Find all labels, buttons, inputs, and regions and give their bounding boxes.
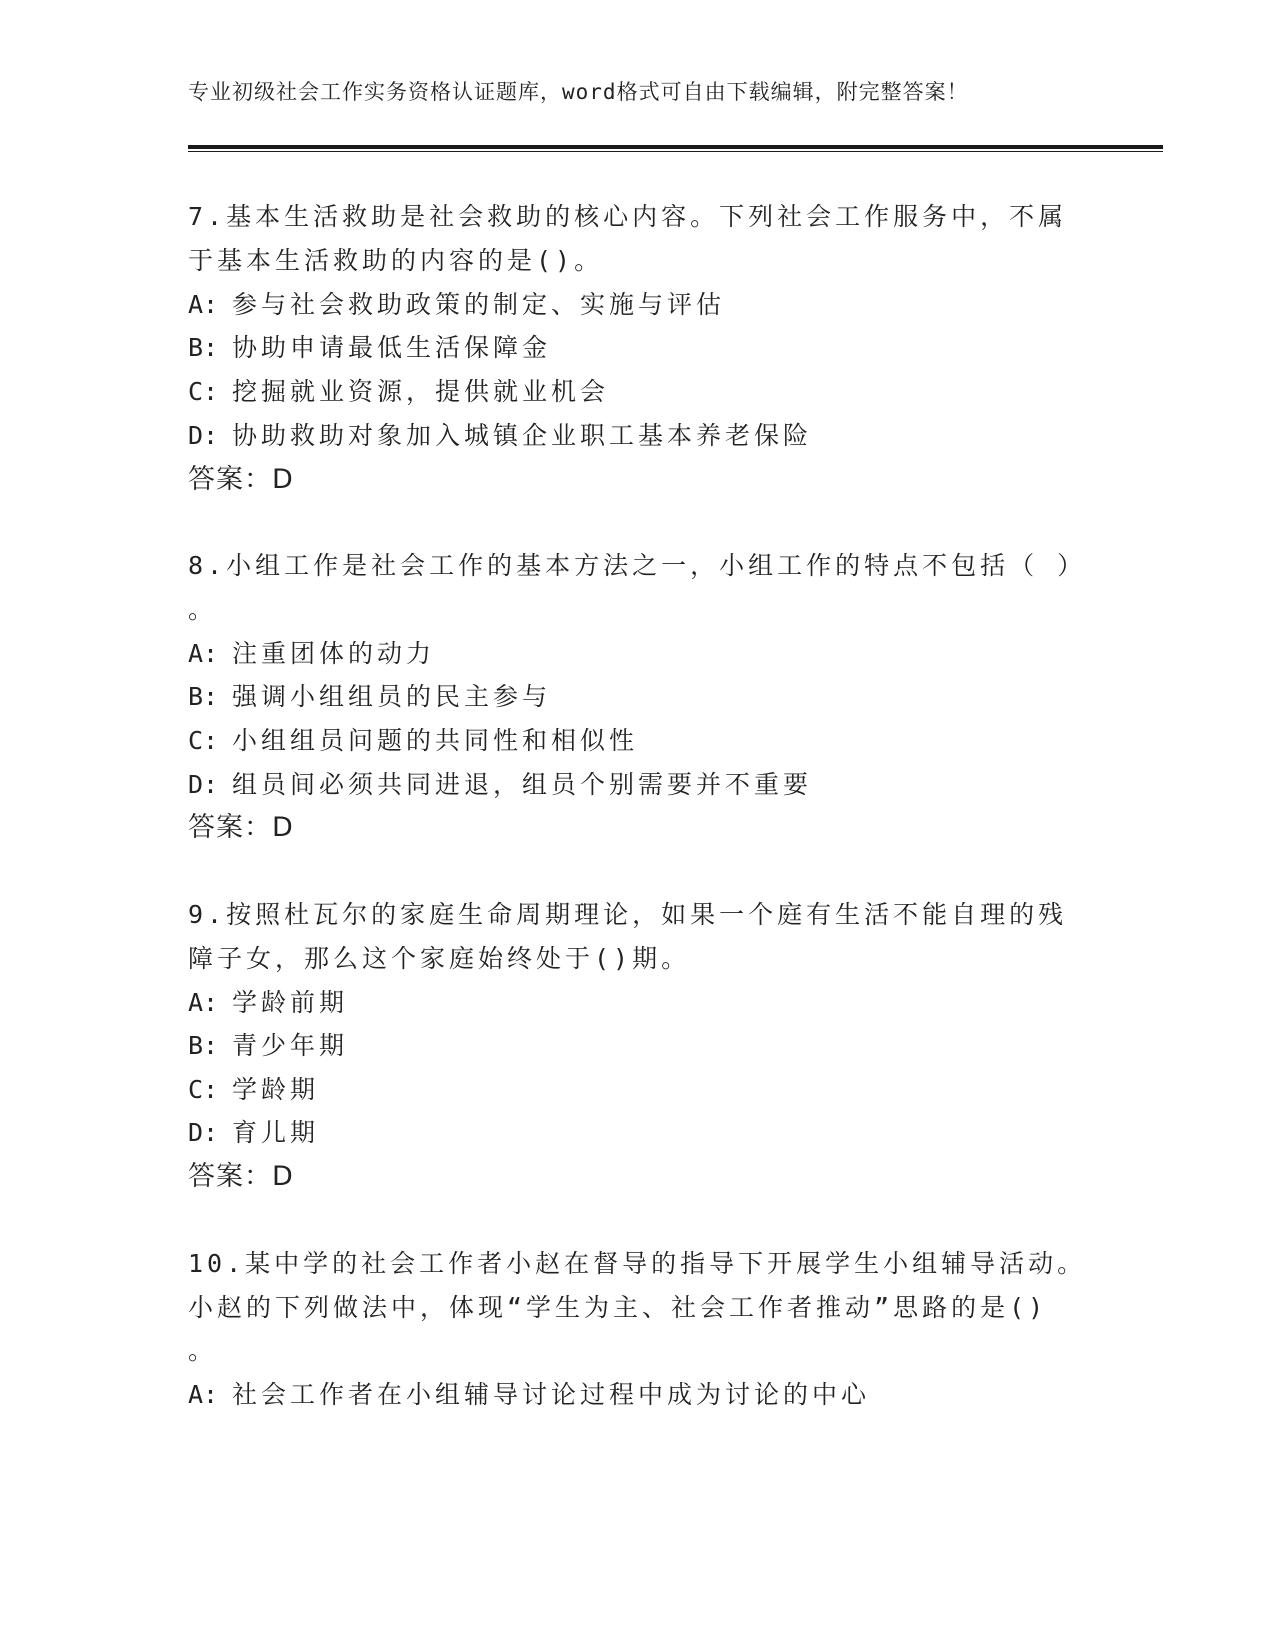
question-8-option-d	[188, 765, 812, 805]
option-letter: A:	[188, 988, 219, 1017]
question-8-option-a	[188, 634, 435, 674]
question-7-option-b	[188, 328, 551, 368]
option-letter: C:	[188, 726, 219, 755]
question-10-stem-line-2: 小赵的下列做法中，体现“学生为主、社会工作者推动”思路的是()	[188, 1293, 1048, 1322]
header-rule-thick	[188, 145, 1163, 149]
question-7-option-c	[188, 372, 609, 412]
question-7-stem-line-1: 7.基本生活救助是社会救助的核心内容。下列社会工作服务中，不属	[188, 202, 1068, 231]
question-10-stem-line-3: 。	[188, 1336, 218, 1365]
option-letter: A:	[188, 639, 219, 668]
option-text: 育儿期	[232, 1118, 320, 1147]
question-8-option-b	[188, 677, 551, 717]
option-text: 社会工作者在小组辅导讨论过程中成为讨论的中心	[232, 1380, 871, 1409]
option-text: 参与社会救助政策的制定、实施与评估	[232, 290, 726, 319]
option-letter: C:	[188, 377, 219, 406]
question-7-stem-line-2: 于基本生活救助的内容的是()。	[188, 246, 604, 275]
option-text: 协助救助对象加入城镇企业职工基本养老保险	[232, 421, 813, 450]
page-header: 专业初级社会工作实务资格认证题库，word格式可自由下载编辑，附完整答案！	[188, 80, 969, 104]
question-9-option-b	[188, 1026, 348, 1066]
option-text: 注重团体的动力	[232, 639, 436, 668]
question-8-stem-line-2: 。	[188, 595, 218, 624]
question-7-answer: 答案：D	[188, 464, 294, 495]
option-letter: D:	[188, 1118, 219, 1147]
question-9-answer: 答案：D	[188, 1161, 294, 1192]
option-letter: D:	[188, 421, 219, 450]
option-letter: B:	[188, 333, 219, 362]
question-9-option-c	[188, 1070, 319, 1110]
question-8-option-c	[188, 721, 638, 761]
header-rule-thin	[188, 151, 1163, 152]
question-7-option-a	[188, 285, 725, 325]
option-letter: A:	[188, 290, 219, 319]
option-letter: C:	[188, 1075, 219, 1104]
option-text: 小组组员问题的共同性和相似性	[232, 726, 639, 755]
option-text: 强调小组组员的民主参与	[232, 682, 552, 711]
question-10-stem-line-1: 10.某中学的社会工作者小赵在督导的指导下开展学生小组辅导活动。	[188, 1249, 1087, 1278]
option-text: 青少年期	[232, 1031, 349, 1060]
question-9-option-a	[188, 983, 348, 1023]
option-letter: B:	[188, 1031, 219, 1060]
option-letter: B:	[188, 682, 219, 711]
question-10-option-a	[188, 1375, 870, 1415]
option-text: 学龄前期	[232, 988, 349, 1017]
question-8-stem-line-1: 8.小组工作是社会工作的基本方法之一，小组工作的特点不包括（ ）	[188, 551, 1087, 580]
option-letter: D:	[188, 770, 219, 799]
question-9-option-d	[188, 1113, 319, 1153]
question-9-stem-line-2: 障子女，那么这个家庭始终处于()期。	[188, 944, 691, 973]
option-text: 挖掘就业资源，提供就业机会	[232, 377, 610, 406]
option-text: 组员间必须共同进退，组员个别需要并不重要	[232, 770, 813, 799]
option-text: 学龄期	[232, 1075, 320, 1104]
option-text: 协助申请最低生活保障金	[232, 333, 552, 362]
question-9-stem-line-1: 9.按照杜瓦尔的家庭生命周期理论，如果一个庭有生活不能自理的残	[188, 900, 1068, 929]
option-letter: A:	[188, 1380, 219, 1409]
question-7-option-d	[188, 416, 812, 456]
question-8-answer: 答案：D	[188, 812, 294, 843]
